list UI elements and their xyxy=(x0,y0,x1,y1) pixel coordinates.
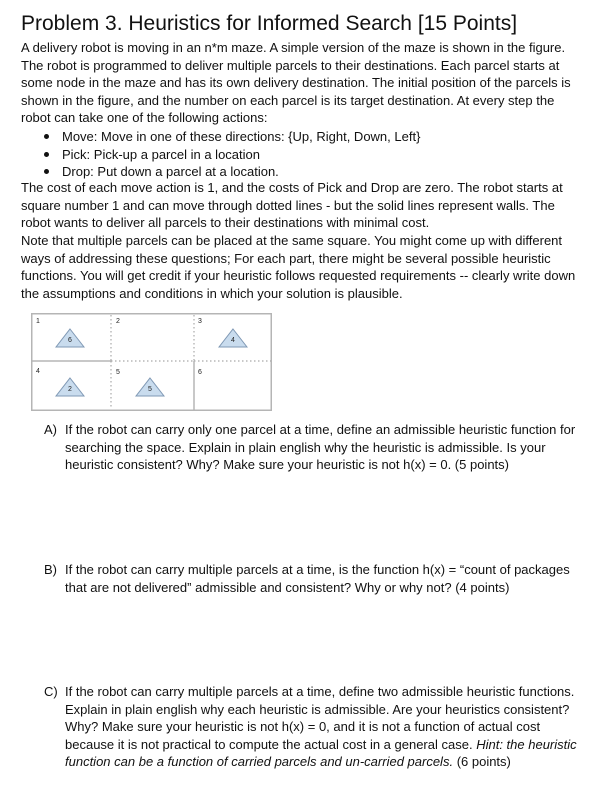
problem-title: Problem 3. Heuristics for Informed Search [15 Points] xyxy=(21,12,518,35)
question-a xyxy=(44,421,589,474)
action-move: Move: Move in one of these directions: {Up, Right, Down, Left} xyxy=(21,128,420,146)
cell-number-6: 6 xyxy=(198,369,202,376)
maze-figure xyxy=(31,313,272,411)
question-a-letter: A) xyxy=(44,422,57,437)
parcel-destination: 6 xyxy=(68,337,72,344)
parcel-in-cell-1 xyxy=(55,328,85,348)
intro-paragraph: A delivery robot is moving in an n*m maze. A simple version of the maze is shown in the figure. The robot is programmed to deliver multiple parcels to their destinations. Each parcel starts at some node in the maze and has its own delivery destination. The initial position of the parcels is shown in the figure, and the number on each parcel is its target destination. At every step the robot can take one of the following actions: xyxy=(21,40,571,126)
parcel-destination: 5 xyxy=(148,386,152,393)
note-paragraph: Note that multiple parcels can be placed at the same square. You might come up with different ways of addressing these questions; For each part, there might be several possible heuristic functions. You will get credit if your heuristic follows requested requirements -- clearly write down the assumptions and conditions in which your solution is plausible. xyxy=(21,233,576,301)
question-b-text: If the robot can carry multiple parcels at a time, is the function h(x) = “count of packages that are not delivered” admissible and consistent? Why or why not? (4 points) xyxy=(65,562,570,595)
parcel-destination: 2 xyxy=(68,386,72,393)
question-c-letter: C) xyxy=(44,684,58,699)
cell-number-3: 3 xyxy=(198,318,202,325)
question-a-text: If the robot can carry only one parcel at a time, define an admissible heuristic function for searching the space. Explain in plain english why the heuristic is admissible. Is your heuristic consistent? Why? Make sure your heuristic is not h(x) = 0. (5 points) xyxy=(65,422,576,473)
cell-number-1: 1 xyxy=(36,318,40,325)
parcel-in-cell-5 xyxy=(135,377,165,397)
question-b-letter: B) xyxy=(44,562,57,577)
action-pick: Pick: Pick-up a parcel in a location xyxy=(21,146,420,164)
question-b xyxy=(44,561,589,596)
cost-paragraph: The cost of each move action is 1, and the costs of Pick and Drop are zero. The robot starts at square number 1 and can move through dotted lines - but the solid lines represent walls. The robot wants to deliver all parcels to their destinations with minimal cost. xyxy=(21,180,563,231)
question-c-hint: Hint: the heuristic function can be a function of carried parcels and un-carried parcels. xyxy=(65,736,577,770)
cell-number-4: 4 xyxy=(36,368,40,375)
parcel-in-cell-4 xyxy=(55,377,85,397)
question-c xyxy=(44,683,589,771)
cell-number-5: 5 xyxy=(116,369,120,376)
action-drop: Drop: Put down a parcel at a location. xyxy=(21,163,420,181)
parcel-destination: 4 xyxy=(231,337,235,344)
actions-list xyxy=(21,128,420,181)
question-c-main: If the robot can carry multiple parcels at a time, define two admissible heuristic functions. Explain in plain english why each heuristic is admissible. Are your heuristics consistent? Why? Make sure your heuristic is not h(x) = 0, and it is not a function of actual cost because it is not practical to compute the actual cost in a general case. xyxy=(65,684,575,752)
question-c-text xyxy=(65,683,589,771)
question-c-points: (6 points) xyxy=(456,754,511,770)
cell-number-2: 2 xyxy=(116,318,120,325)
parcel-in-cell-3 xyxy=(218,328,248,348)
